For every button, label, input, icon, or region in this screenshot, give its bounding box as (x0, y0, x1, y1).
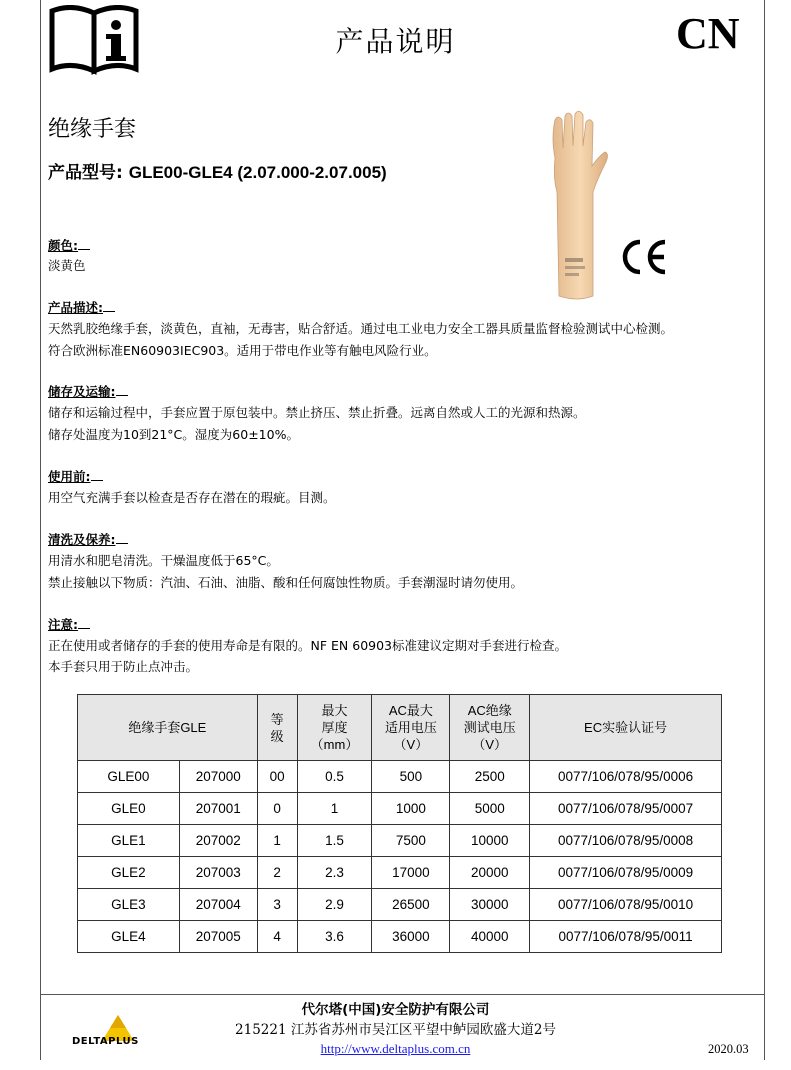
section-text: 符合欧洲标准EN60903IEC903。适用于带电作业等有触电风险行业。 (48, 343, 437, 358)
section-heading-cleaning: 清洗及保养: (48, 530, 128, 548)
cell-class: 0 (257, 793, 297, 825)
section-heading-before-use: 使用前: (48, 467, 103, 485)
section-text: 用空气充满手套以检查是否存在潜在的瑕疵。目测。 (48, 490, 336, 505)
cell-cert: 0077/106/078/95/0009 (530, 857, 722, 889)
cell-ref: 207000 (179, 761, 257, 793)
section-text: 禁止接触以下物质：汽油、石油、油脂、酸和任何腐蚀性物质。手套潮湿时请勿使用。 (48, 575, 524, 590)
cell-cert: 0077/106/078/95/0008 (530, 825, 722, 857)
cell-ac-test: 5000 (450, 793, 530, 825)
cell-cert: 0077/106/078/95/0011 (530, 921, 722, 953)
cell-ref: 207002 (179, 825, 257, 857)
section-heading-notice: 注意: (48, 615, 90, 633)
cell-cert: 0077/106/078/95/0006 (530, 761, 722, 793)
footer-divider (40, 994, 765, 995)
document-date: 2020.03 (708, 1042, 749, 1056)
ce-mark-icon (620, 238, 670, 276)
website-link[interactable]: http://www.deltaplus.com.cn (320, 1041, 471, 1056)
section-heading-description: 产品描述: (48, 298, 115, 316)
cell-cert: 0077/106/078/95/0007 (530, 793, 722, 825)
cell-model: GLE2 (78, 857, 180, 889)
model-label: 产品型号: (48, 163, 129, 183)
cell-ac-max: 26500 (372, 889, 450, 921)
cell-ac-test: 30000 (450, 889, 530, 921)
cell-thickness: 1.5 (297, 825, 372, 857)
cell-ac-max: 500 (372, 761, 450, 793)
section-text: 储存和运输过程中，手套应置于原包装中。禁止挤压、禁止折叠。远离自然或人工的光源和热源。 (48, 405, 586, 420)
header-cert: EC实验认证号 (530, 695, 722, 761)
cell-model: GLE3 (78, 889, 180, 921)
table-row (78, 921, 722, 953)
product-name: 绝缘手套 (48, 117, 137, 142)
header-thickness: 最大 厚度 （mm） (297, 695, 372, 761)
brand-name: DELTAPLUS (72, 1036, 139, 1047)
cell-thickness: 2.9 (297, 889, 372, 921)
cell-ac-test: 10000 (450, 825, 530, 857)
section-text: 本手套只用于防止点冲击。 (48, 659, 199, 674)
cell-thickness: 3.6 (297, 921, 372, 953)
section-text: 用清水和肥皂清洗。干燥温度低于65°C。 (48, 553, 279, 568)
cell-class: 4 (257, 921, 297, 953)
table-row (78, 761, 722, 793)
table-header-row (78, 695, 722, 761)
cell-model: GLE1 (78, 825, 180, 857)
cell-ac-max: 17000 (372, 857, 450, 889)
cell-ac-max: 1000 (372, 793, 450, 825)
cell-thickness: 2.3 (297, 857, 372, 889)
cell-ref: 207004 (179, 889, 257, 921)
section-heading-storage: 储存及运输: (48, 382, 128, 400)
cell-ac-max: 7500 (372, 825, 450, 857)
cell-model: GLE00 (78, 761, 180, 793)
model-code: GLE00-GLE4 (2.07.000-2.07.005) (128, 163, 387, 182)
cell-thickness: 1 (297, 793, 372, 825)
table-row (78, 889, 722, 921)
cell-ac-max: 36000 (372, 921, 450, 953)
cell-ref: 207003 (179, 857, 257, 889)
header-glove: 绝缘手套GLE (78, 695, 258, 761)
company-address: 215221 江苏省苏州市吴江区平望中鲈园欧盛大道2号 (235, 1022, 556, 1038)
table-row (78, 793, 722, 825)
cell-class: 1 (257, 825, 297, 857)
glove-image (543, 108, 613, 303)
cell-thickness: 0.5 (297, 761, 372, 793)
cell-model: GLE4 (78, 921, 180, 953)
cell-ac-test: 40000 (450, 921, 530, 953)
cell-class: 2 (257, 857, 297, 889)
cell-cert: 0077/106/078/95/0010 (530, 889, 722, 921)
product-model (48, 158, 387, 183)
cell-ac-test: 2500 (450, 761, 530, 793)
page-title: 产品说明 (335, 25, 456, 58)
header-class: 等 级 (257, 695, 297, 761)
cell-model: GLE0 (78, 793, 180, 825)
section-text: 天然乳胶绝缘手套，淡黄色，直袖，无毒害，贴合舒适。通过电工业电力安全工器具质量监督检验测试中心检测。 (48, 321, 674, 336)
table-row (78, 825, 722, 857)
section-text: 储存处温度为10到21°C。湿度为60±10%。 (48, 427, 299, 442)
section-text: 淡黄色 (48, 258, 86, 273)
section-heading-color: 颜色: (48, 236, 90, 254)
language-code: CN (676, 9, 740, 58)
header-ac-max: AC最大 适用电压 （V） (372, 695, 450, 761)
specification-table (77, 694, 722, 953)
table-row (78, 857, 722, 889)
cell-class: 00 (257, 761, 297, 793)
cell-class: 3 (257, 889, 297, 921)
cell-ac-test: 20000 (450, 857, 530, 889)
section-text: 正在使用或者储存的手套的使用寿命是有限的。NF EN 60903标准建议定期对手套进行检查。 (48, 638, 568, 653)
cell-ref: 207005 (179, 921, 257, 953)
company-name: 代尔塔(中国)安全防护有限公司 (301, 1002, 490, 1018)
header-ac-test: AC绝缘 测试电压 （V） (450, 695, 530, 761)
cell-ref: 207001 (179, 793, 257, 825)
